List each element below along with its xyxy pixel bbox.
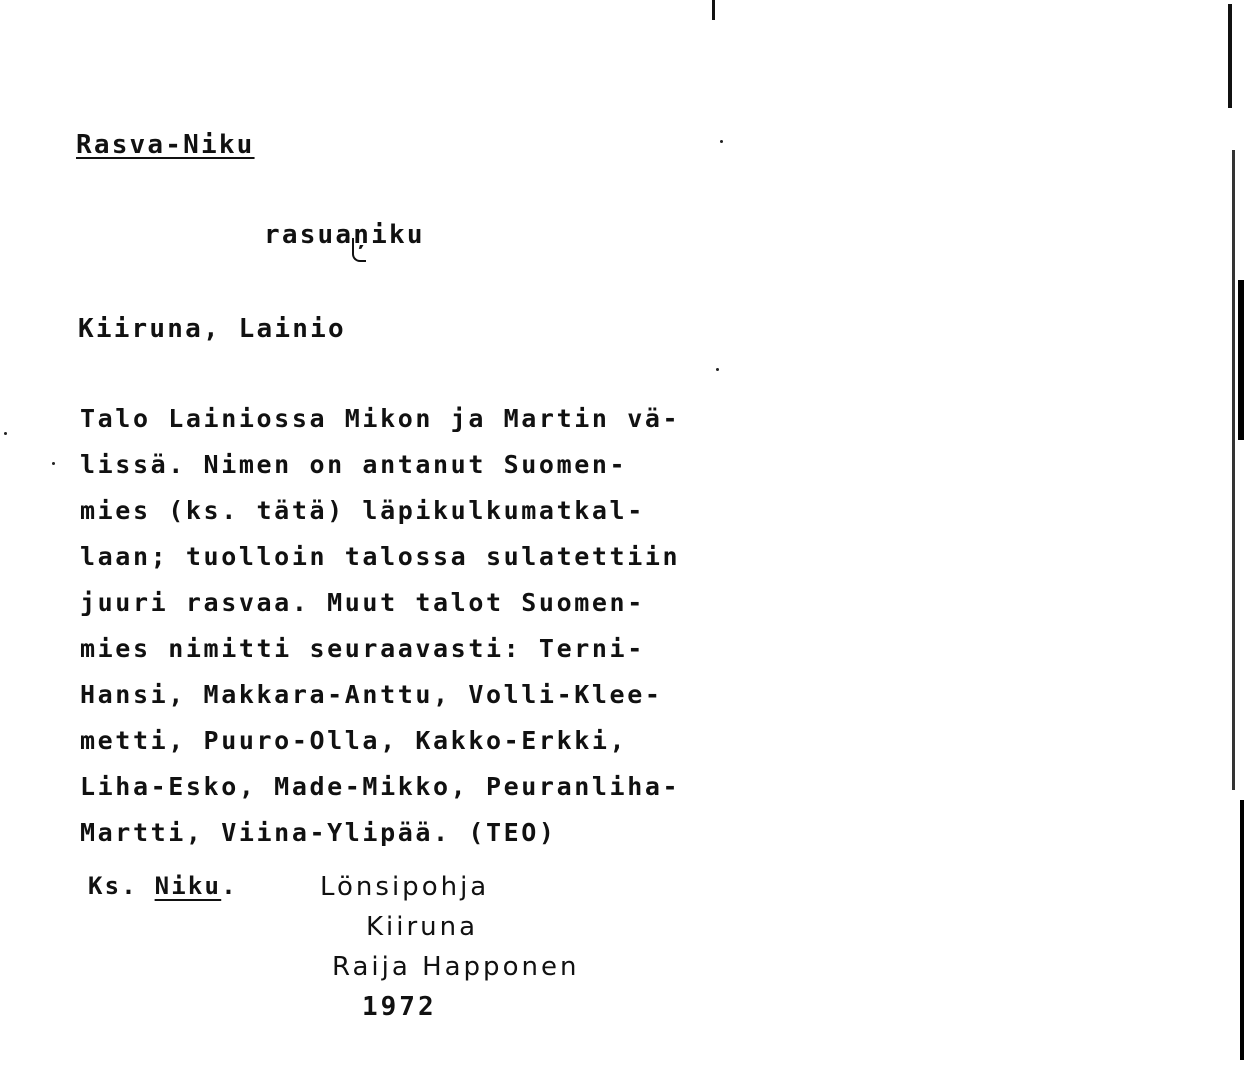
body-line: Liha-Esko, Made-Mikko, Peuranliha- — [80, 772, 681, 801]
pronunciation: rasuaņiku — [264, 220, 425, 250]
phonetic-mark — [352, 238, 366, 262]
stamp-region: Lönsipohja — [320, 872, 490, 902]
card-edge — [1240, 800, 1244, 1060]
scan-speck — [4, 432, 7, 435]
place-name: Kiiruna, Lainio — [78, 314, 346, 344]
scan-speck — [52, 462, 55, 465]
scan-speck — [716, 368, 719, 371]
body-line: Talo Lainiossa Mikon ja Martin vä- — [80, 404, 681, 433]
body-line: mies nimitti seuraavasti: Terni- — [80, 634, 645, 663]
entry-title: Rasva-Niku — [76, 130, 255, 160]
body-line: Martti, Viina-Ylipää. (TEO) — [80, 818, 557, 847]
see-also — [88, 872, 238, 900]
body-line: lissä. Nimen on antanut Suomen- — [80, 450, 628, 479]
body-line: metti, Puuro-Olla, Kakko-Erkki, — [80, 726, 628, 755]
card-edge — [1232, 150, 1235, 790]
see-suffix: . — [221, 872, 238, 900]
scan-speck — [720, 140, 723, 143]
see-prefix: Ks. — [88, 872, 138, 900]
body-line: Hansi, Makkara-Anttu, Volli-Klee- — [80, 680, 663, 709]
body-line: mies (ks. tätä) läpikulkumatkal- — [80, 496, 645, 525]
card-edge — [1238, 280, 1244, 440]
stamp-year: 1972 — [362, 992, 437, 1022]
stamp-place: Kiiruna — [366, 912, 479, 942]
card-edge — [1228, 4, 1232, 108]
stamp-collector: Raija Happonen — [332, 952, 580, 982]
see-also-link[interactable]: Niku — [154, 872, 222, 900]
scan-mark — [712, 0, 715, 20]
body-line: juuri rasvaa. Muut talot Suomen- — [80, 588, 645, 617]
body-line: laan; tuolloin talossa sulatettiin — [80, 542, 681, 571]
